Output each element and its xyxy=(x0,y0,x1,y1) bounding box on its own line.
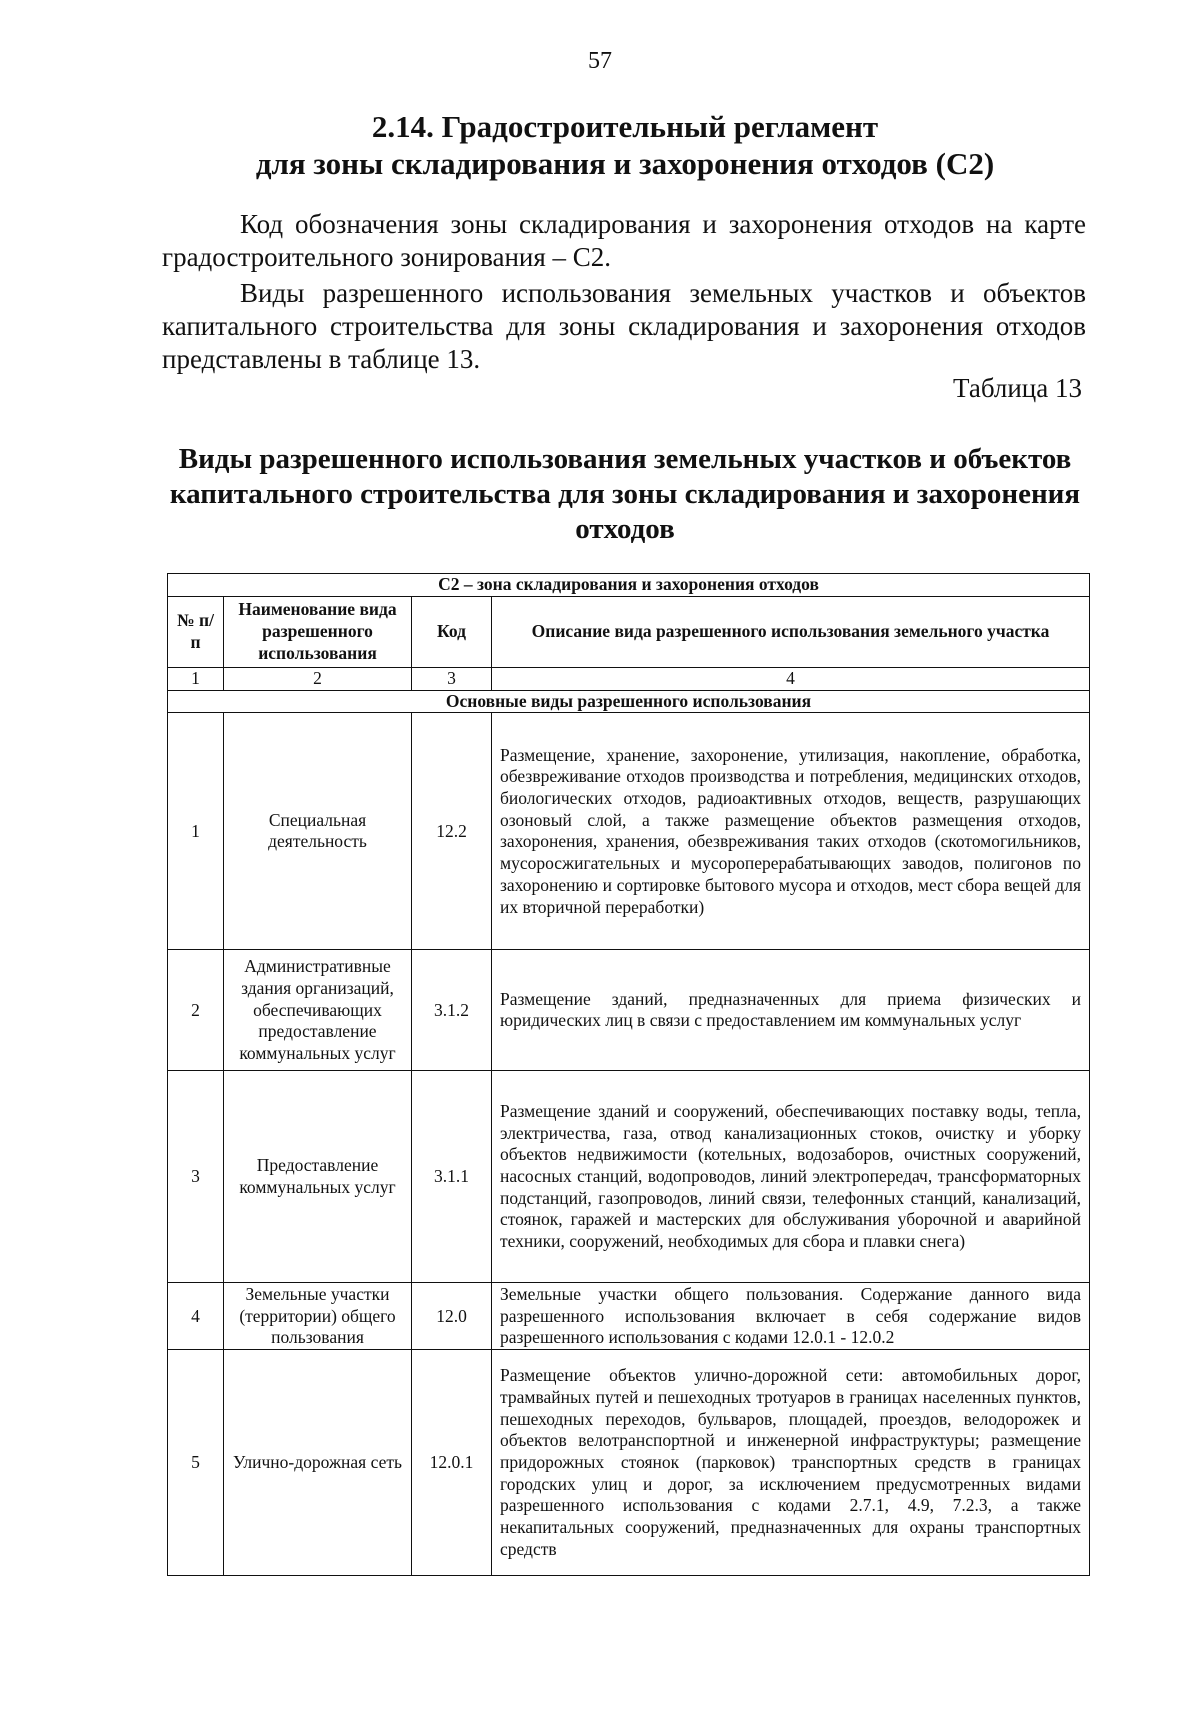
permitted-use-table xyxy=(167,573,1090,1576)
paragraph-zone-code: Код обозначения зоны складирования и захоронения отходов на карте градостроительного зонирования – С2. xyxy=(162,209,1086,272)
table-row xyxy=(168,1350,1090,1576)
paragraph-table-intro: Виды разрешенного использования земельных участков и объектов капитального строительства для зоны складирования и захоронения отходов представлены в таблице 13. xyxy=(162,278,1086,374)
table-row xyxy=(168,713,1090,950)
column-number-4: 4 xyxy=(492,668,1090,691)
column-number-2: 2 xyxy=(224,668,412,691)
table-row xyxy=(168,950,1090,1071)
section-heading-line-2: для зоны складирования и захоронения отходов (С2) xyxy=(255,146,995,181)
section-heading xyxy=(160,108,1090,182)
table-title-line-2: капитального строительства для зоны складирования и захоронения xyxy=(169,478,1081,510)
use-code: 12.2 xyxy=(412,713,492,950)
page-number: 57 xyxy=(588,48,612,74)
row-number: 3 xyxy=(168,1071,224,1283)
column-header-code: Код xyxy=(412,597,492,668)
use-code: 3.1.2 xyxy=(412,950,492,1071)
use-description: Земельные участки общего пользования. Содержание данного вида разрешенного использования включает в себя содержание видов разрешенного использования с кодами 12.0.1 - 12.0.2 xyxy=(492,1283,1090,1350)
row-number: 2 xyxy=(168,950,224,1071)
table-label: Таблица 13 xyxy=(953,373,1082,403)
use-code: 3.1.1 xyxy=(412,1071,492,1283)
use-name: Земельные участки (территории) общего пользования xyxy=(224,1283,412,1350)
table-row xyxy=(168,1071,1090,1283)
use-description: Размещение объектов улично-дорожной сети: автомобильных дорог, трамвайных путей и пешеходных тротуаров в границах населенных пунктов, пешеходных переходов, бульваров, площадей, проездов, велодорожек и объектов велотранспортной и инженерной инфраструктуры; размещение придорожных стоянок (парковок) транспортных средств в границах городских улиц и дорог, за исключением предусмотренных видами разрешенного использования с кодами 2.7.1, 4.9, 7.2.3, а также некапитальных сооружений, предназначенных для охраны транспортных средств xyxy=(492,1350,1090,1576)
zone-header: С2 – зона складирования и захоронения отходов xyxy=(168,574,1090,597)
row-number: 1 xyxy=(168,713,224,950)
use-description: Размещение, хранение, захоронение, утилизация, накопление, обработка, обезвреживание отходов производства и потребления, медицинских отходов, биологических отходов, радиоактивных отходов, веществ, разрушающих озоновый слой, а также размещение объектов размещения отходов, захоронения, хранения, обезвреживания таких отходов (скотомогильников, мусоросжигательных и мусороперерабатывающих заводов, полигонов по захоронению и сортировке бытового мусора и отходов, мест сбора вещей для их вторичной переработки) xyxy=(492,713,1090,950)
table-row xyxy=(168,1283,1090,1350)
row-number: 5 xyxy=(168,1350,224,1576)
table-title xyxy=(160,442,1090,547)
column-number-1: 1 xyxy=(168,668,224,691)
row-number: 4 xyxy=(168,1283,224,1350)
use-name: Предоставление коммунальных услуг xyxy=(224,1071,412,1283)
use-code: 12.0.1 xyxy=(412,1350,492,1576)
use-description: Размещение зданий и сооружений, обеспечивающих поставку воды, тепла, электричества, газа, отвод канализационных стоков, очистку и уборку объектов недвижимости (котельных, водозаборов, очистных сооружений, насосных станций, водопроводов, линий электропередач, трансформаторных подстанций, газопроводов, линий связи, телефонных станций, канализаций, стоянок, гаражей и мастерских для обслуживания уборочной и аварийной техники, сооружений, необходимых для сбора и плавки снега) xyxy=(492,1071,1090,1283)
section-row: Основные виды разрешенного использования xyxy=(168,690,1090,713)
use-description: Размещение зданий, предназначенных для приема физических и юридических лиц в связи с предоставлением им коммунальных услуг xyxy=(492,950,1090,1071)
column-header-number: № п/п xyxy=(168,597,224,668)
column-number-3: 3 xyxy=(412,668,492,691)
section-heading-line-1: 2.14. Градостроительный регламент xyxy=(371,109,879,144)
use-name: Специальная деятельность xyxy=(224,713,412,950)
table-title-line-1: Виды разрешенного использования земельных участков и объектов xyxy=(178,443,1072,475)
table-title-line-3: отходов xyxy=(575,513,675,545)
column-header-name: Наименование вида разрешенного использования xyxy=(224,597,412,668)
use-name: Административные здания организаций, обеспечивающих предоставление коммунальных услуг xyxy=(224,950,412,1071)
use-code: 12.0 xyxy=(412,1283,492,1350)
use-name: Улично-дорожная сеть xyxy=(224,1350,412,1576)
column-header-description: Описание вида разрешенного использования земельного участка xyxy=(492,597,1090,668)
